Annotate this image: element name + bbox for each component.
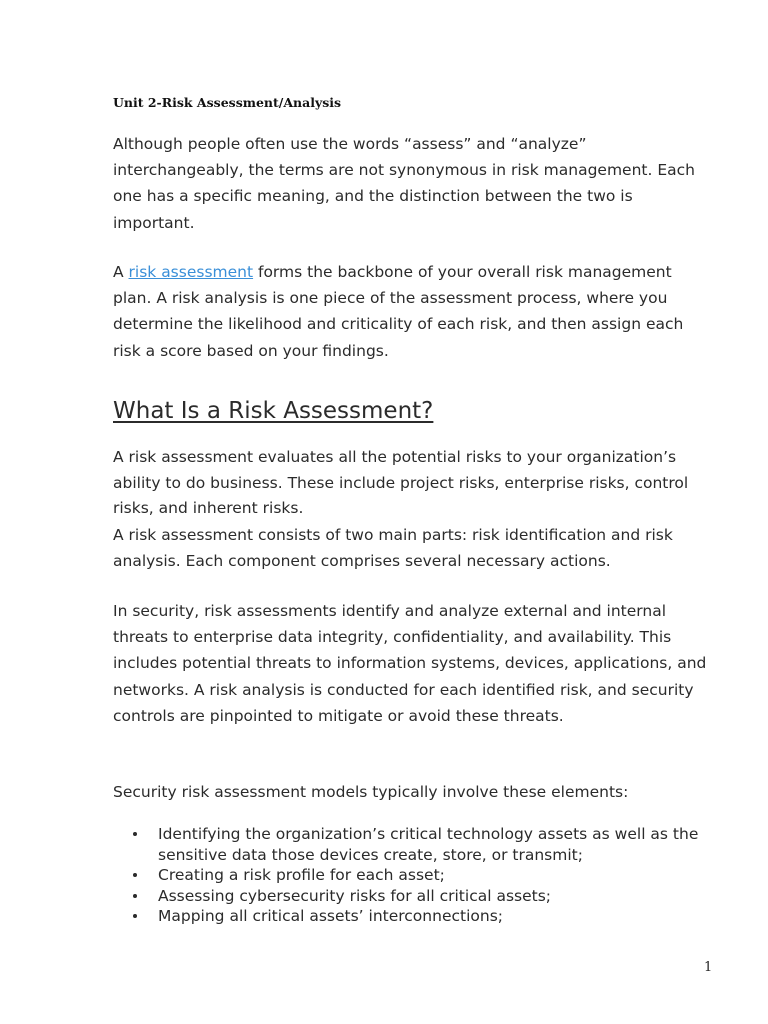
list-item-text: Creating a risk profile for each asset; (158, 866, 445, 884)
bullet-icon (133, 894, 137, 898)
list-item (113, 824, 713, 865)
risk-assessment-link[interactable]: risk assessment (128, 263, 254, 281)
section-paragraph-3: In security, risk assessments identify and analyze external and internal threats to enterprise data integrity, confidentiality, and availability. This includes potential threats to information systems, devices, applications, and networks. A risk analysis is conducted for each identified risk, and security controls are pinpointed to mitigate or avoid these threats. (113, 602, 707, 725)
intro-paragraph: Although people often use the words “assess” and “analyze” interchangeably, the terms are not synonymous in risk management. Each one has a specific meaning, and the distinction between the two is important. (113, 135, 695, 232)
bullet-icon (133, 914, 137, 918)
list-item (113, 886, 713, 907)
list-item (113, 906, 713, 927)
paragraph-suffix: forms the backbone of your overall risk management plan. A risk analysis is one piece of the assessment process, where you determine the likelihood and criticality of each risk, and then assign each risk a score based on your findings. (113, 263, 684, 360)
section-paragraph-1: A risk assessment evaluates all the potential risks to your organization’s ability to do business. These include project risks, enterprise risks, control risks, and inherent risks. (113, 448, 689, 517)
list-item-text: Identifying the organization’s critical technology assets as well as the sensitive data those devices create, store, or transmit; (158, 825, 699, 864)
unit-title: Unit 2-Risk Assessment/Analysis (113, 95, 342, 110)
bullet-icon (133, 832, 137, 836)
page-number: 1 (704, 960, 713, 975)
list-item-text: Mapping all critical assets’ interconnections; (158, 907, 503, 925)
list-item (113, 865, 713, 886)
list-intro: Security risk assessment models typically involve these elements: (113, 783, 629, 801)
paragraph-prefix: A (113, 263, 129, 281)
list-item-text: Assessing cybersecurity risks for all critical assets; (158, 886, 552, 905)
elements-list (113, 824, 713, 927)
risk-assessment-paragraph (113, 259, 713, 364)
section-heading: What Is a Risk Assessment? (113, 398, 434, 424)
bullet-icon (133, 873, 137, 877)
section-paragraph-2: A risk assessment consists of two main parts: risk identification and risk analysis. Each component comprises several necessary actions. (113, 526, 673, 570)
